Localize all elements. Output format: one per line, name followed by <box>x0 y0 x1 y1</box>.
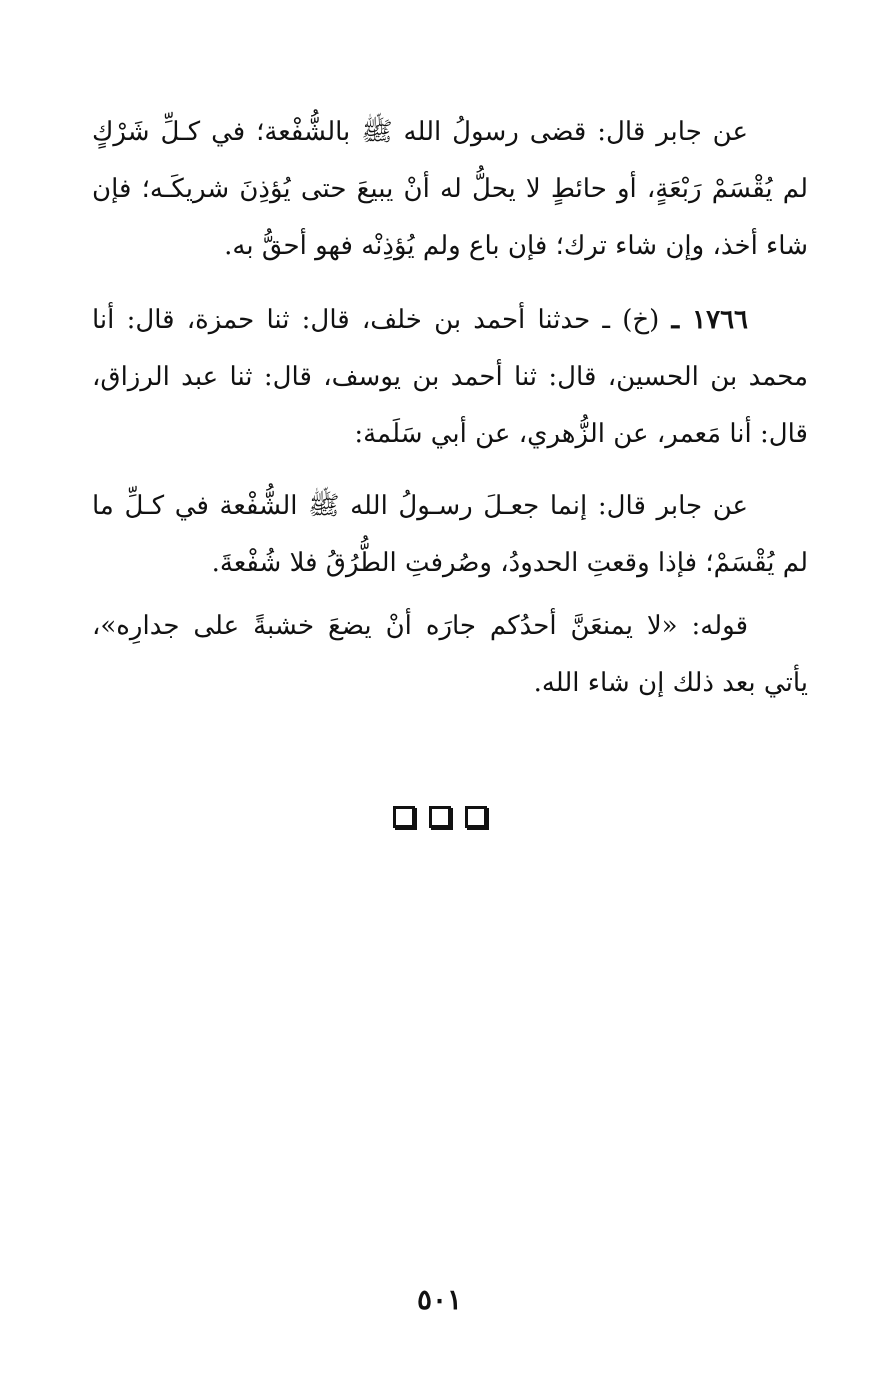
paragraph-hadith-text-1: عن جابر قال: قضى رسولُ الله ﷺ بالشُّفْعة؛ في كـلِّ شَرْكٍ لم يُقْسَمْ رَبْعَةٍ، أو حائطٍ لا يحلُّ له أنْ يبيعَ حتى يُؤذِنَ شريكَـه؛ فإن شاء أخذ، وإن شاء ترك؛ فإن باع ولم يُؤذِنْه فهو أحقُّ به. <box>92 117 808 261</box>
section-separator <box>0 806 879 828</box>
paragraph-commentary: قوله: «لا يمنعَنَّ أحدُكم جارَه أنْ يضعَ خشبةً على جدارِه»، يأتي بعد ذلك إن شاء الله. <box>92 611 808 698</box>
page-number: ٥٠١ <box>416 1283 463 1316</box>
separator-square-icon <box>429 806 451 828</box>
separator-square-icon <box>393 806 415 828</box>
hadith-number: ١٧٦٦ ـ <box>671 305 749 335</box>
paragraph-hadith-text-2: عن جابر قال: إنما جعـلَ رسـولُ الله ﷺ الشُّفْعة في كـلِّ ما لم يُقْسَمْ؛ فإذا وقعتِ الحدودُ، وصُرفتِ الطُّرُقُ فلا شُفْعةَ. <box>92 491 808 578</box>
paragraph-hadith-isnad <box>92 292 808 463</box>
separator-square-icon <box>465 806 487 828</box>
isnad-text: (خ) ـ حدثنا أحمد بن خلف، قال: ثنا حمزة، قال: أنا محمد بن الحسين، قال: ثنا أحمد بن يوسف، قال: ثنا عبد الرزاق، قال: أنا مَعمر، عن الزُّهري، عن أبي سَلَمة: <box>92 305 809 449</box>
